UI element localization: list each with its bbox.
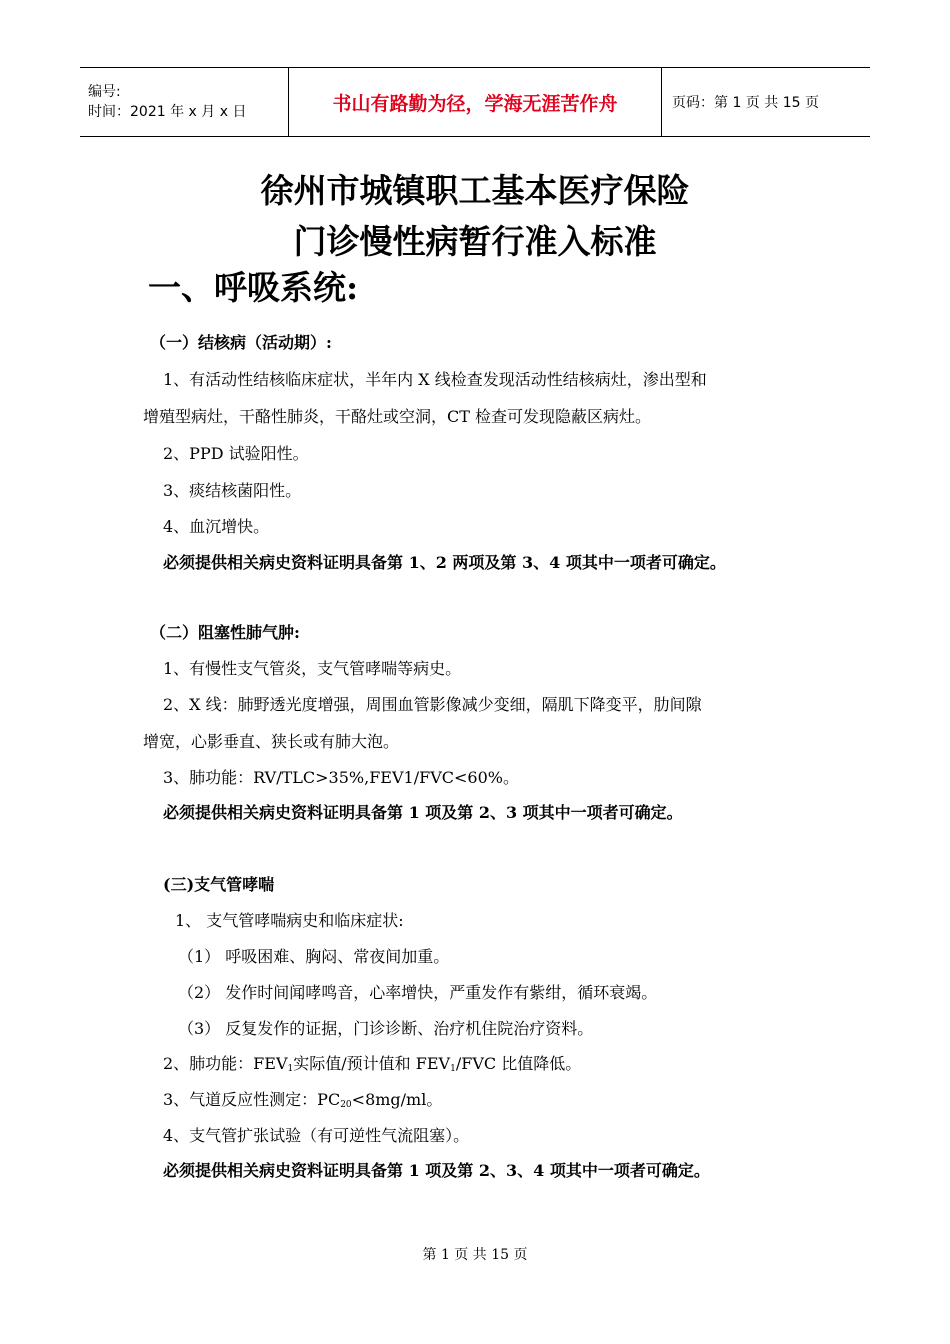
list-subitem: （2） 发作时间闻哮鸣音，心率增快，严重发作有紫绀，循环衰竭。 (178, 983, 658, 1002)
list-subitem: （1） 呼吸困难、胸闷、常夜间加重。 (178, 947, 450, 966)
subsection-tuberculosis-heading: （一）结核病（活动期）: (150, 333, 332, 352)
page-footer: 第 1 页 共 15 页 (422, 1247, 528, 1263)
list-item: 3、痰结核菌阳性。 (163, 481, 302, 500)
header-motto: 书山有路勤为径，学海无涯苦作舟 (288, 68, 662, 136)
paragraph-line: 增殖型病灶，干酪性肺炎，干酪灶或空洞，CT 检查可发现隐蔽区病灶。 (143, 407, 652, 426)
list-item: 4、血沉增快。 (163, 517, 270, 536)
header-meta (80, 68, 288, 136)
requirement-note: 必须提供相关病史资料证明具备第 1 项及第 2、3、4 项其中一项者可确定。 (163, 1161, 710, 1180)
list-item: 4、支气管扩张试验（有可逆性气流阻塞）。 (163, 1126, 470, 1145)
subsection-asthma-heading: (三)支气管哮喘 (163, 875, 275, 894)
list-item: 2、PPD 试验阳性。 (163, 444, 309, 463)
page-header (80, 67, 870, 137)
paragraph-line: 增宽，心影垂直、狭长或有肺大泡。 (143, 732, 400, 751)
document-date-label: 时间：2021 年 x 月 x 日 (88, 104, 247, 120)
document-title-line1: 徐州市城镇职工基本医疗保险 (260, 171, 690, 210)
section-heading: 一、呼吸系统: (148, 268, 359, 307)
paragraph-line: 2、X 线：肺野透光度增强，周围血管影像减少变细，隔肌下降变平，肋间隙 (163, 695, 702, 714)
subsection-emphysema-heading: （二）阻塞性肺气肿: (150, 623, 300, 642)
list-item: 2、肺功能：$FEV_1$实际值/预计值和 $FEV_1$/FVC 比值降低。 (163, 1054, 582, 1074)
list-item: 1、有慢性支气管炎，支气管哮喘等病史。 (163, 659, 462, 678)
list-item: 3、气道反应性测定：$PC_{20}<8mg/ml$。 (163, 1090, 443, 1110)
requirement-note: 必须提供相关病史资料证明具备第 1、2 两项及第 3、4 项其中一项者可确定。 (163, 553, 726, 572)
requirement-note: 必须提供相关病史资料证明具备第 1 项及第 2、3 项其中一项者可确定。 (163, 803, 683, 822)
paragraph-line: 1、有活动性结核临床症状，半年内 X 线检查发现活动性结核病灶，渗出型和 (163, 370, 707, 389)
header-page-label: 页码：第 1 页 共 15 页 (672, 95, 819, 111)
list-item: 3、肺功能：RV/TLC>35%,FEV1/FVC<60%。 (163, 768, 519, 787)
list-subitem: （3） 反复发作的证据，门诊诊断、治疗机住院治疗资料。 (178, 1019, 594, 1038)
document-title-line2: 门诊慢性病暂行准入标准 (293, 222, 657, 261)
document-number-label: 编号: (88, 84, 121, 100)
list-item: 1、 支气管哮喘病史和临床症状: (175, 911, 404, 930)
